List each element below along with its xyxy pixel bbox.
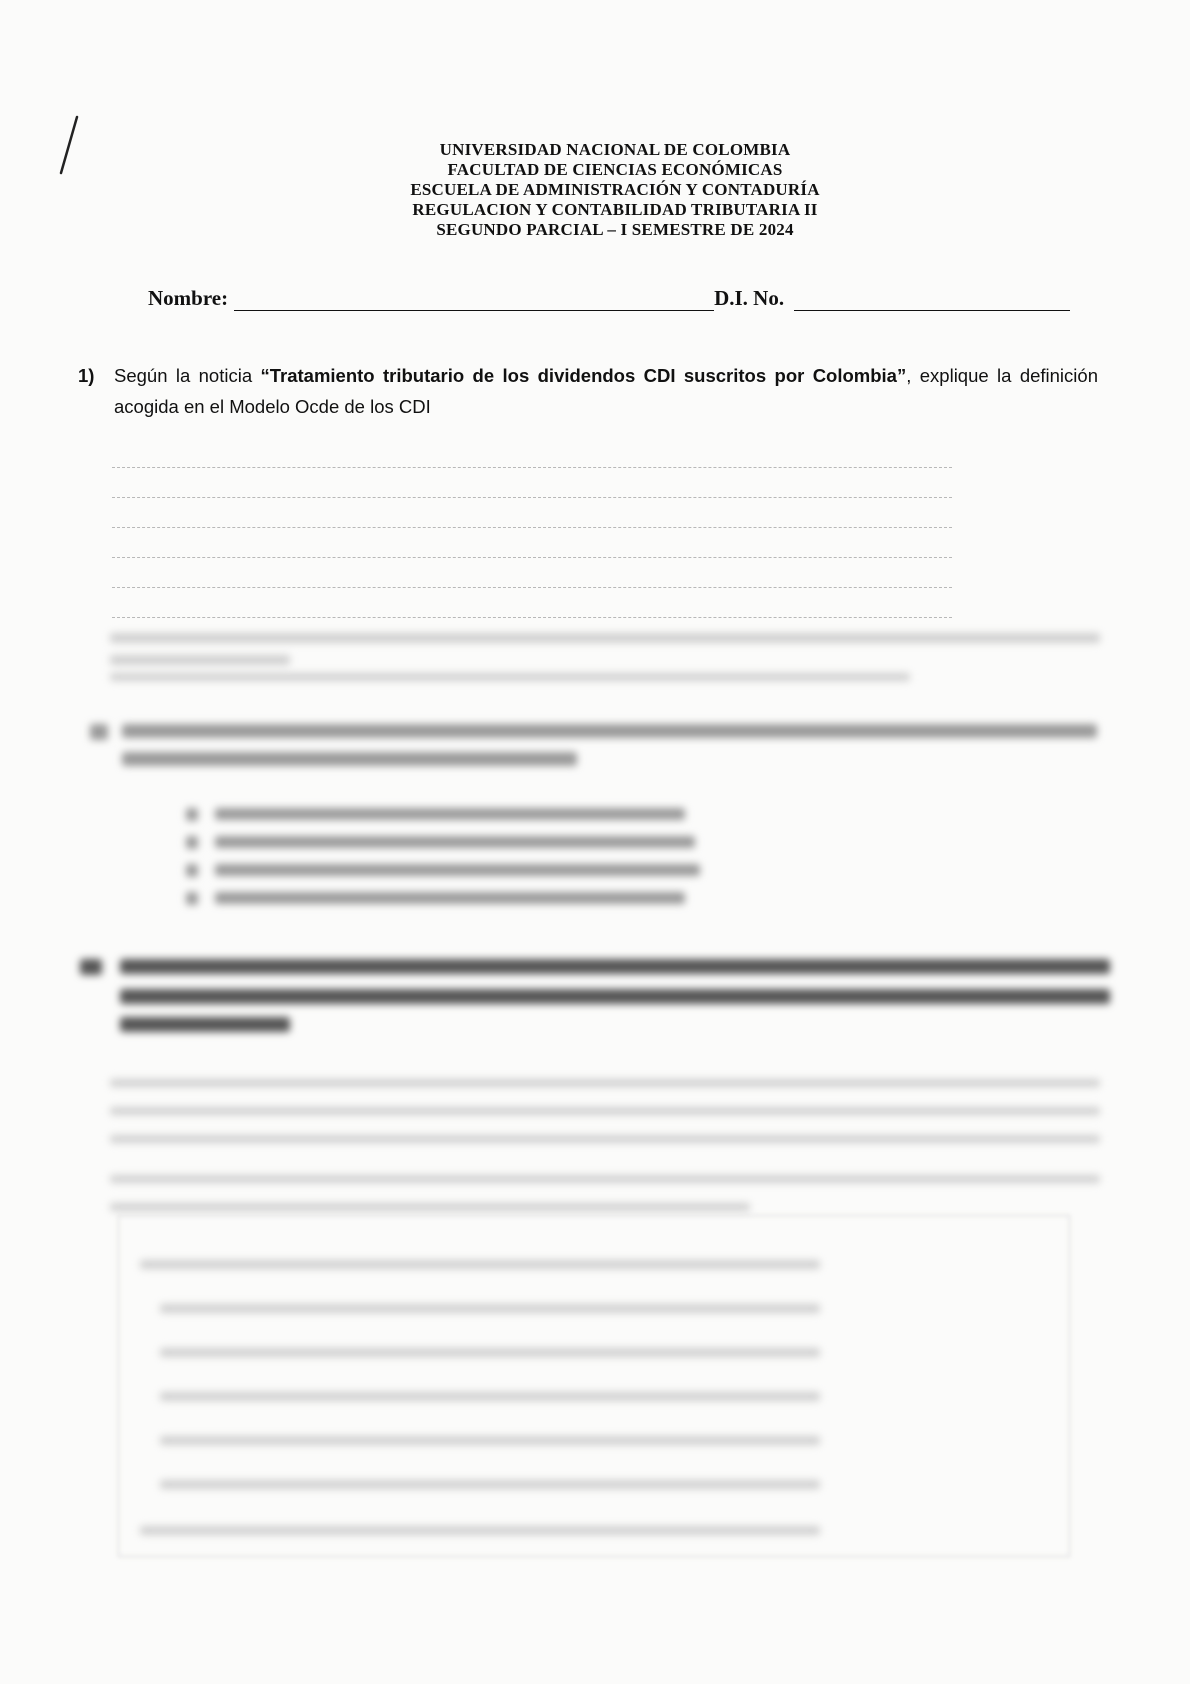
answer-line: [112, 588, 952, 618]
answer-line: [112, 498, 952, 528]
answer-line: [112, 558, 952, 588]
question-3-blurred: [80, 955, 1120, 1045]
name-label: Nombre:: [148, 286, 229, 310]
blurred-bleed-through-lower: [110, 1075, 1120, 1225]
student-fields: [148, 286, 1088, 311]
question-1-intro: Según la noticia: [114, 365, 261, 386]
header-course: REGULACION Y CONTABILIDAD TRIBUTARIA II: [412, 200, 818, 219]
id-label: D.I. No.: [714, 286, 785, 310]
header-university: UNIVERSIDAD NACIONAL DE COLOMBIA: [439, 140, 791, 159]
question-2-blurred: [90, 720, 1110, 920]
question-1-text: [114, 360, 1098, 422]
question-1-answer-area[interactable]: [112, 438, 952, 618]
answer-line: [112, 528, 952, 558]
answer-line: [112, 468, 952, 498]
blurred-bleed-through: [110, 625, 1110, 685]
header-faculty: FACULTAD DE CIENCIAS ECONÓMICAS: [447, 160, 783, 179]
question-1-title: “Tratamiento tributario de los dividendos CDI suscritos por Colombia”: [260, 365, 907, 386]
question-1-rest: , explique la definición acogida en el Modelo Ocde de los CDI: [114, 365, 1098, 417]
name-field[interactable]: [234, 290, 714, 311]
question-1-number: 1): [78, 365, 95, 386]
header-exam: SEGUNDO PARCIAL – I SEMESTRE DE 2024: [436, 220, 794, 239]
id-field[interactable]: [794, 290, 1070, 311]
answer-line: [112, 438, 952, 468]
blurred-table-rows: [140, 1260, 860, 1560]
header-school: ESCUELA DE ADMINISTRACIÓN Y CONTADURÍA: [410, 180, 820, 199]
question-1: [78, 360, 1098, 422]
exam-header: [0, 140, 1190, 240]
